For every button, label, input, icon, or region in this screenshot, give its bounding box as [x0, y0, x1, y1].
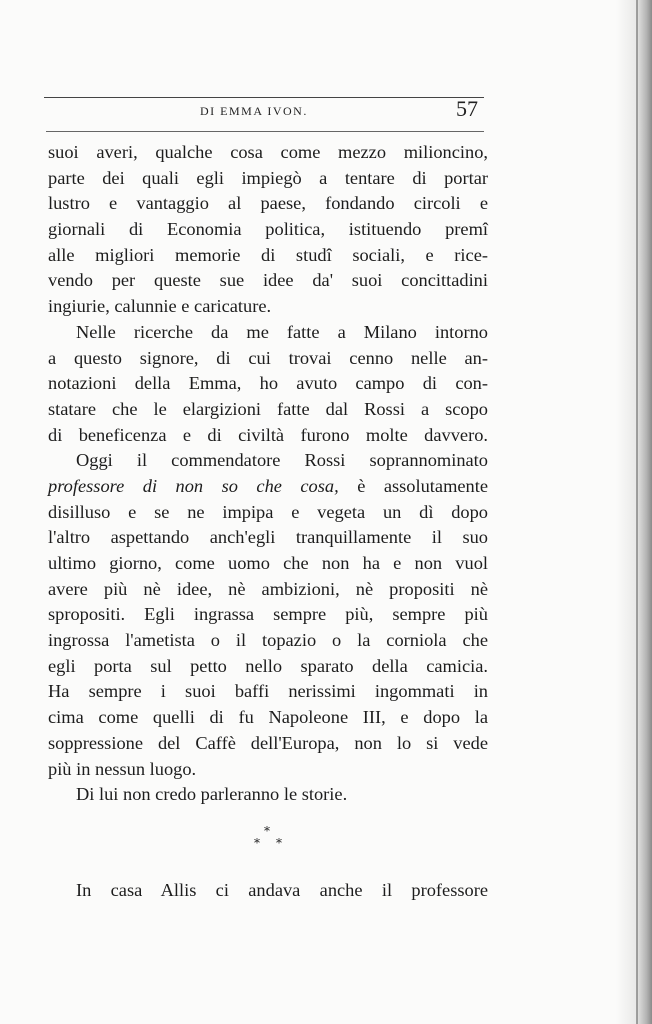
header-rule-top: [44, 97, 484, 98]
text-line: notazioni della Emma, ho avuto campo di con-: [48, 373, 488, 394]
asterisk: *: [264, 824, 270, 838]
text-line: parte dei quali egli impiegò a tentare di portar: [48, 167, 488, 188]
italic-phrase: professore di non so che cosa,: [48, 475, 339, 496]
text-line: avere più nè idee, nè ambizioni, nè propositi nè: [48, 578, 488, 599]
section-break-asterism: [248, 824, 292, 854]
text-line: cima come quelli di fu Napoleone III, e dopo la: [48, 707, 488, 728]
body-text: [48, 140, 488, 808]
header-rule-bottom: [46, 131, 484, 132]
running-title: DI EMMA IVON.: [200, 104, 308, 118]
paragraph-start: Di lui non credo parleranno le storie.: [76, 784, 348, 805]
text-line: soppressione del Caffè dell'Europa, non lo si vede: [48, 732, 488, 753]
text-line: l'altro aspettando anch'egli tranquillamente il suo: [48, 527, 488, 548]
text-line: alle migliori memorie di studî sociali, e rice-: [48, 244, 488, 265]
text-line: a questo signore, di cui trovai cenno nelle an-: [48, 347, 488, 368]
text-line: ultimo giorno, come uomo che non ha e non vuol: [48, 553, 488, 573]
new-section-first-line: In casa Allis ci andava anche il professore: [76, 880, 488, 900]
text-line: statare che le elargizioni fatte dal Rossi a scopo: [48, 398, 488, 419]
page-number: 57: [456, 96, 478, 121]
asterisk: *: [254, 836, 260, 850]
text-line: più in nessun luogo.: [48, 758, 197, 779]
page-gutter-shadow: [616, 0, 652, 1024]
text-line: di beneficenza e di civiltà furono molte davvero.: [48, 424, 488, 445]
text-fragment: è assolutamente: [338, 475, 489, 496]
paragraph-start: Nelle ricerche da me fatte a Milano intorno: [76, 321, 488, 342]
text-line: lustro e vantaggio al paese, fondando circoli e: [48, 193, 488, 214]
text-line: egli porta sul petto nello sparato della camicia.: [48, 655, 488, 676]
text-line: ingiurie, calunnie e caricature.: [48, 296, 272, 317]
text-line: spropositi. Egli ingrassa sempre più, sempre più: [48, 604, 488, 625]
asterisk: *: [276, 836, 282, 850]
text-line: suoi averi, qualche cosa come mezzo milioncino,: [48, 142, 488, 162]
text-line: vendo per queste sue idee da' suoi concittadini: [48, 270, 488, 291]
paragraph-start: Oggi il commendatore Rossi soprannominato: [76, 450, 488, 471]
text-line: giornali di Economia politica, istituendo premî: [48, 219, 488, 240]
text-line: disilluso e se ne impipa e vegeta un dì dopo: [48, 501, 488, 522]
text-line: ingrossa l'ametista o il topazio o la corniola che: [48, 630, 488, 651]
binding-edge: [636, 0, 638, 1024]
text-line-italic-phrase: [48, 474, 488, 500]
text-line: Ha sempre i suoi baffi nerissimi ingommati in: [48, 681, 488, 702]
